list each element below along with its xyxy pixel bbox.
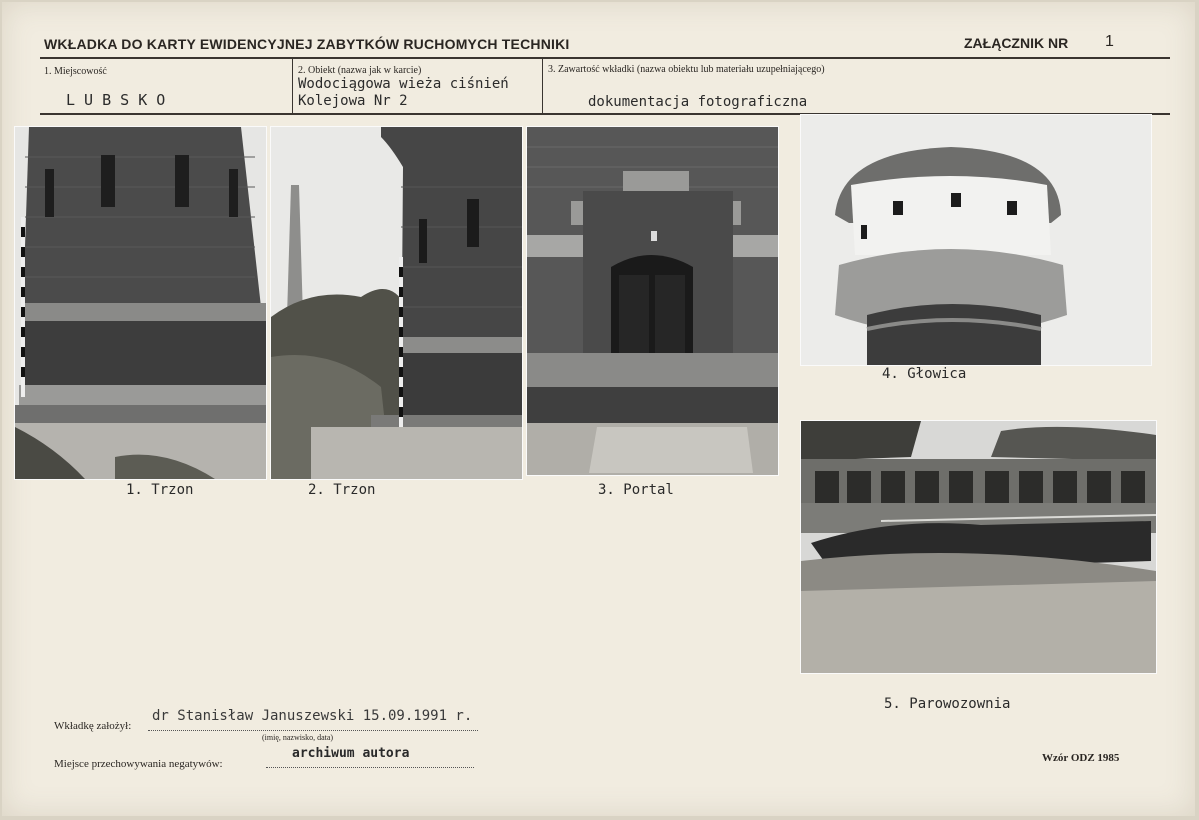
object-value-line2: Kolejowa Nr 2 [298,93,408,109]
photo-2-caption: 2. Trzon [308,482,376,498]
photo-1-tower-shaft [14,126,267,480]
storage-dotline [266,767,474,768]
column-divider-2 [542,59,543,113]
photo-4-tower-head [800,114,1152,366]
storage-label: Miejsce przechowywania negatywów: [54,758,223,770]
photo-4-caption: 4. Głowica [882,366,967,382]
column-divider-1 [292,59,293,113]
document-title: WKŁADKA DO KARTY EWIDENCYJNEJ ZABYTKÓW RUCHOMYCH TECHNIKI [44,36,570,52]
storage-value: archiwum autora [292,746,410,761]
contents-label: 3. Zawartość wkładki (nazwa obiektu lub materiału uzupełniającego) [548,64,825,75]
founder-value: dr Stanisław Januszewski 15.09.1991 r. [152,708,473,724]
locality-value: L U B S K O [66,91,166,109]
annex-label: ZAŁĄCZNIK NR [964,35,1069,51]
annex-number: 1 [1105,33,1114,50]
photo-1-caption: 1. Trzon [126,482,194,498]
contents-value: dokumentacja fotograficzna [588,94,808,110]
document-sheet [2,2,1195,816]
photo-3-caption: 3. Portal [598,482,674,498]
object-value-line1: Wodociągowa wieża ciśnień [298,76,509,92]
locality-label: 1. Miejscowość [44,66,107,77]
photo-3-portal [526,126,779,476]
photo-2-tower-shaft [270,126,523,480]
founder-hint: (imię, nazwisko, data) [262,733,334,742]
object-label: 2. Obiekt (nazwa jak w karcie) [298,65,422,76]
form-code: Wzór ODZ 1985 [1042,752,1120,764]
header-rule-top [40,57,1170,59]
photo-5-caption: 5. Parowozownia [884,696,1011,712]
founder-label: Wkładkę założył: [54,720,132,732]
photo-5-roundhouse [800,420,1157,674]
founder-dotline [148,730,478,731]
